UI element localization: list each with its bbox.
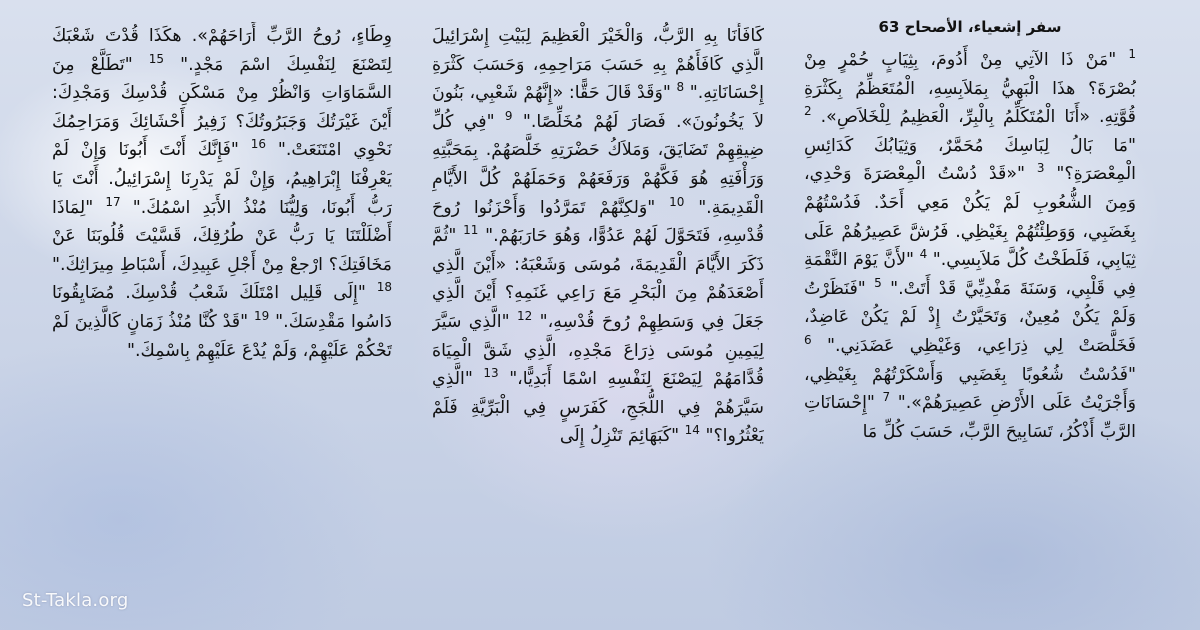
verse-number: 18 <box>376 280 392 295</box>
column-right <box>804 14 1136 614</box>
verse-number: 2 <box>804 104 812 119</box>
verse-number: 7 <box>882 390 891 405</box>
verse-text: "مَنْ ذَا الآتِي مِنْ أَدُومَ، بِثِيَابٍ حُمْرٍ مِنْ بُصْرَةَ؟ هذَا الْبَهِيُّ بِمَلاَبِسِهِ، الْمُتَعَظِّمُ بِكَثْرَةِ قُوَّتِهِ. «أَنَا الْمُتَكَلِّمُ بِالْبِرِّ، الْعَظِيمُ لِلْخَلاَصِ». <box>804 50 1136 128</box>
site-watermark: St-Takla.org <box>22 590 129 611</box>
verse-number: 3 <box>1036 161 1045 176</box>
verse-text: "«قَدْ دُسْتُ الْمِعْصَرَةَ وَحْدِي، وَمِنَ الشُّعُوبِ لَمْ يَكُنْ مَعِي أَحَدٌ. فَدُسْتُهُمْ بِغَضَبِي، وَوَطِئْتُهُمْ بِغَيْظِي. فَرُشَّ عَصِيرُهُمْ عَلَى ثِيَابِي، فَلَطَخْتُ كُلَّ مَلاَبِسِي." <box>804 164 1136 271</box>
verse-number: 5 <box>874 275 882 290</box>
verse-text: "الَّذِي سَيَّرَ لِيَمِينِ مُوسَى ذِرَاعَ مَجْدِهِ، الَّذِي شَقَّ الْمِيَاهَ قُدَّامَهُمْ لِيَصْنَعَ لِنَفْسِهِ اسْمًا أَبَدِيًّا،" <box>432 311 764 390</box>
verse-text: "فِي كُلِّ ضِيقِهِمْ تَضَايَقَ، وَمَلاَكُ حَضْرَتِهِ خَلَّصَهُمْ. بِمَحَبَّتِهِ وَرَأْفَتِهِ هُوَ فَكَّهُمْ وَرَفَعَهُمْ وَحَمَلَهُمْ كُلَّ الأَيَّامِ الْقَدِيمَةِ." <box>432 111 764 218</box>
verse-number: 17 <box>105 194 121 209</box>
column-middle <box>432 22 764 622</box>
verse-text: "فَدُسْتُ شُعُوبًا بِغَضَبِي وَأَسْكَرْتُهُمْ بِغَيْظِي، وَأَجْرَيْتُ عَلَى الأَرْضِ عَصِيرَهُمْ»." <box>804 364 1136 414</box>
verse-1 <box>804 47 1136 128</box>
verse-number: 16 <box>250 137 267 152</box>
verse-text: "لِمَاذَا أَضْلَلْتَنَا يَا رَبُّ عَنْ طُرُقِكَ، قَسَّيْتَ قُلُوبَنَا عَنْ مَخَافَتِكَ؟ ارْجعْ مِنْ أَجْلِ عَبِيدِكَ، أَسْبَاطِ مِيرَاثِكَ." <box>52 197 392 275</box>
verse-text: "إِحْسَانَاتِ الرَّبِّ أَذْكُرُ، تَسَابِيحَ الرَّبِّ، حَسَبَ كُلِّ مَا <box>804 393 1136 442</box>
verse-number: 14 <box>684 423 700 438</box>
verse-text: "الَّذِي سَيَّرَهُمْ فِي اللُّجَجِ، كَفَرَسٍ فِي الْبَرِّيَّةِ فَلَمْ يَعْثُرُوا؟" <box>432 369 764 447</box>
verse-text: "وَقَدْ قَالَ حَقًّا: «إِنَّهُمْ شَعْبِي، بَنُونَ لاَ يَخُونُونَ». فَصَارَ لَهُمْ مُخَلِّصًا." <box>432 83 764 132</box>
verse-text: كَافَأَنَا بِهِ الرَّبُّ، وَالْخَيْرَ الْعَظِيمَ لِبَيْتِ إِسْرَائِيلَ الَّذِي كَافَأَهُمْ بِهِ حَسَبَ مَرَاحِمِهِ، وَحَسَبَ كَثْرَةِ إِحْسَانَاتِهِ." <box>432 26 764 104</box>
verse-text: "تَطَلَّعْ مِنَ السَّمَاوَاتِ وَانْظُرْ مِنْ مَسْكَنِ قُدْسِكَ وَمَجْدِكَ: أَيْنَ غَيْرَتُكَ وَجَبَرُوتُكَ؟ زَفِيرُ أَحْشَائِكَ وَمَرَاحِمُكَ نَحْوِي امْتَنَعَتْ." <box>52 54 392 161</box>
verse-number: 8 <box>676 80 685 95</box>
verse-text: "لأَنَّ يَوْمَ النَّقْمَةِ فِي قَلْبِي، وَسَنَةَ مَفْدِيِّيَّ قَدْ أَتَتْ." <box>804 250 1136 299</box>
verse-text: "فَإِنَّكَ أَنْتَ أَبُونَا وَإِنْ لَمْ يَعْرِفْنَا إِبْرَاهِيمُ، وَإِنْ لَمْ يَدْرِنَا إِسْرَائِيلُ. أَنْتَ يَا رَبُّ أَبُونَا، وَلِيُّنَا مُنْذُ الأَبَدِ اسْمُكَ." <box>52 140 392 218</box>
verse-number: 6 <box>804 333 812 348</box>
verse-text: وِطَاءٍ، رُوحُ الرَّبِّ أَرَاحَهُمْ». هكَذَا قُدْتَ شَعْبَكَ لِتَصْنَعَ لِنَفْسِكَ اسْمَ مَجْدٍ." <box>52 26 392 75</box>
verse-number: 11 <box>463 223 479 238</box>
verse-text: "إِلَى قَلِيل امْتَلَكَ شَعْبُ قُدْسِكَ. مُضَايِقُونَا دَاسُوا مَقْدِسَكَ." <box>52 283 392 332</box>
verse-number: 19 <box>254 309 270 324</box>
verse-text: "قَدْ كُنَّا مُنْذُ زَمَانٍ كَالَّذِينَ لَمْ تَحْكُمْ عَلَيْهِمْ، وَلَمْ يُدْعَ عَلَيْهِمْ بِاسْمِكَ." <box>52 311 392 361</box>
verse-number: 4 <box>919 247 928 262</box>
verse-text: "ثُمَّ ذَكَرَ الأَيَّامَ الْقَدِيمَةَ، مُوسَى وَشَعْبَهُ: «أَيْنَ الَّذِي أَصْعَدَهُمْ مِنَ الْبَحْرِ مَعَ رَاعِي غَنَمِهِ؟ أَيْنَ الَّذِي جَعَلَ فِي وَسَطِهِمْ رُوحَ قُدْسِهِ،" <box>432 226 764 332</box>
verse-number: 10 <box>669 194 685 209</box>
verse-number: 13 <box>483 366 499 381</box>
verse-number: 12 <box>517 309 533 324</box>
verse-number: 15 <box>148 51 165 66</box>
verse-text: "فَنَظَرْتُ وَلَمْ يَكُنْ مُعِينٌ، وَتَحَيَّرْتُ إِذْ لَمْ يَكُنْ عَاضِدٌ، فَخَلَّصَتْ لِي ذِرَاعِي، وَغَيْظِي عَضَدَنِي." <box>804 278 1136 356</box>
verse-text: "مَا بَالُ لِبَاسِكَ مُحَمَّرٌ، وَثِيَابُكَ كَدَائِسِ الْمِعْصَرَةِ؟" <box>804 135 1136 185</box>
chapter-title: سفر إشعياء، الأصحاح 63 <box>878 18 1062 36</box>
column-left <box>52 22 392 622</box>
verse-number: 1 <box>1128 47 1136 62</box>
verse-text: "وَلكِنَّهُمْ تَمَرَّدُوا وَأَحْزَنُوا رُوحَ قُدْسِهِ، فَتَحَوَّلَ لَهُمْ عَدُوًّا، وَهُوَ حَارَبَهُمْ." <box>432 197 764 247</box>
verse-14 <box>559 423 700 447</box>
verse-number: 9 <box>504 108 513 123</box>
verse-text: "كَبَهَائِمَ تَنْزِلُ إِلَى <box>559 426 680 447</box>
